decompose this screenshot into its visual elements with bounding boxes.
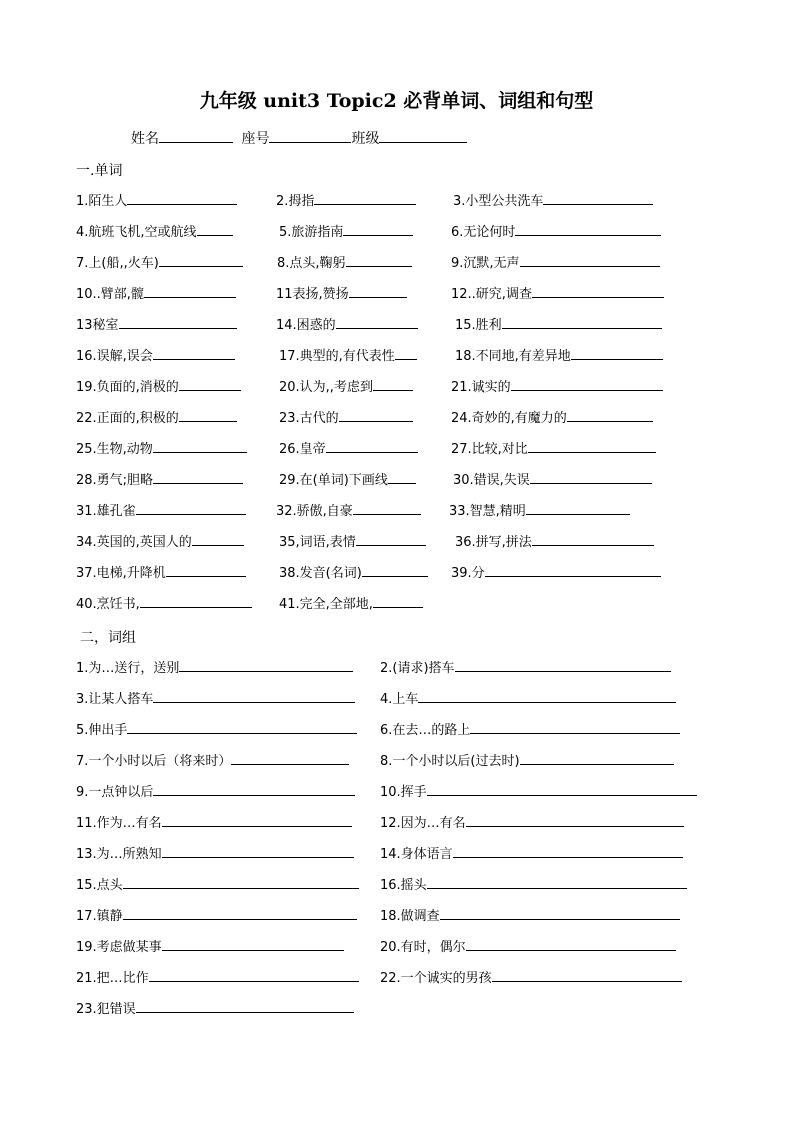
phrase-item: 1.为…送行，送别 xyxy=(76,659,353,677)
word-item: 1.陌生人 xyxy=(76,192,237,210)
phrase-item: 5.伸出手 xyxy=(76,721,357,739)
word-item: 41.完全,全部地, xyxy=(279,595,423,613)
phrase-item: 11.作为…有名 xyxy=(76,814,352,832)
phrase-item: 23.犯错误 xyxy=(76,1000,354,1018)
phrase-item: 2.(请求)搭车 xyxy=(380,659,671,677)
word-item: 40.烹饪书, xyxy=(76,595,252,613)
word-item: 4.航班飞机,空或航线 xyxy=(76,223,233,241)
phrase-item: 18.做调查 xyxy=(380,907,680,925)
word-item: 10..臂部,髋 xyxy=(76,285,236,303)
seat-label: 座号 xyxy=(241,131,270,147)
word-item: 37.电梯,升降机 xyxy=(76,564,246,582)
word-item: 35,词语,表情 xyxy=(279,533,426,551)
word-item: 33.智慧,精明 xyxy=(449,502,630,520)
word-item: 8.点头,鞠躬 xyxy=(277,254,412,272)
word-item: 39.分 xyxy=(451,564,661,582)
phrase-item: 16.摇头 xyxy=(380,876,687,894)
word-item: 26.皇帝 xyxy=(279,440,418,458)
word-item: 21.诚实的 xyxy=(451,378,663,396)
seat-blank[interactable] xyxy=(269,128,351,143)
word-item: 15.胜利 xyxy=(455,316,662,334)
phrase-item: 21.把…比作 xyxy=(76,969,359,987)
word-item: 14.困惑的 xyxy=(276,316,418,334)
phrase-item: 10.挥手 xyxy=(380,783,697,801)
word-item: 23.古代的 xyxy=(279,409,413,427)
word-item: 11表扬,赞扬 xyxy=(276,285,407,303)
word-item: 6.无论何时 xyxy=(451,223,661,241)
phrase-item: 17.镇静 xyxy=(76,907,357,925)
word-item: 7.上(船,,火车) xyxy=(76,254,243,272)
phrase-item: 9.一点钟以后 xyxy=(76,783,355,801)
word-item: 12..研究,调查 xyxy=(451,285,664,303)
name-blank[interactable] xyxy=(159,128,233,143)
word-item: 24.奇妙的,有魔力的 xyxy=(451,409,653,427)
word-item: 29.在(单词)下画线 xyxy=(279,471,416,489)
phrase-item: 6.在去…的路上 xyxy=(380,721,680,739)
phrase-item: 3.让某人搭车 xyxy=(76,690,355,708)
class-blank[interactable] xyxy=(379,128,467,143)
word-item: 3.小型公共洗车 xyxy=(453,192,653,210)
word-item: 31.雄孔雀 xyxy=(76,502,246,520)
phrase-item: 8.一个小时以后(过去时) xyxy=(380,752,674,770)
phrase-item: 14.身体语言 xyxy=(380,845,683,863)
word-item: 30.错误,失误 xyxy=(453,471,652,489)
word-item: 5.旅游指南 xyxy=(279,223,413,241)
name-label: 姓名 xyxy=(131,131,159,147)
phrase-item: 12.因为…有名 xyxy=(380,814,684,832)
word-item: 27.比较,对比 xyxy=(451,440,656,458)
word-item: 19.负面的,消极的 xyxy=(76,378,241,396)
word-item: 17.典型的,有代表性 xyxy=(279,347,417,365)
phrase-item: 20.有时，偶尔 xyxy=(380,938,676,956)
phrase-item: 22.一个诚实的男孩 xyxy=(380,969,682,987)
word-item: 36.拼写,拼法 xyxy=(455,533,654,551)
word-item: 34.英国的,英国人的 xyxy=(76,533,244,551)
phrase-item: 19.考虑做某事 xyxy=(76,938,344,956)
page-title: 九年级 unit3 Topic2 必背单词、词组和句型 xyxy=(199,90,594,112)
section-phrases-heading: 二，词组 xyxy=(80,630,136,646)
word-item: 38.发音(名词) xyxy=(279,564,428,582)
class-label: 班级 xyxy=(351,131,380,147)
word-item: 28.勇气;胆略 xyxy=(76,471,243,489)
phrase-item: 15.点头 xyxy=(76,876,359,894)
word-item: 25.生物,动物 xyxy=(76,440,247,458)
student-info-row xyxy=(131,128,467,148)
word-item: 9.沉默,无声 xyxy=(451,254,660,272)
phrase-item: 13.为…所熟知 xyxy=(76,845,354,863)
word-item: 20.认为,,考虑到 xyxy=(279,378,413,396)
word-item: 13秘室 xyxy=(76,316,237,334)
phrase-item: 4.上车 xyxy=(380,690,676,708)
section-words-heading: 一.单词 xyxy=(76,163,123,179)
word-item: 18.不同地,有差异地 xyxy=(455,347,663,365)
phrase-item: 7.一个小时以后（将来时） xyxy=(76,752,349,770)
word-item: 22.正面的,积极的 xyxy=(76,409,237,427)
word-item: 32.骄傲,自豪 xyxy=(276,502,421,520)
word-item: 16.误解,误会 xyxy=(76,347,235,365)
word-item: 2.拇指 xyxy=(276,192,416,210)
